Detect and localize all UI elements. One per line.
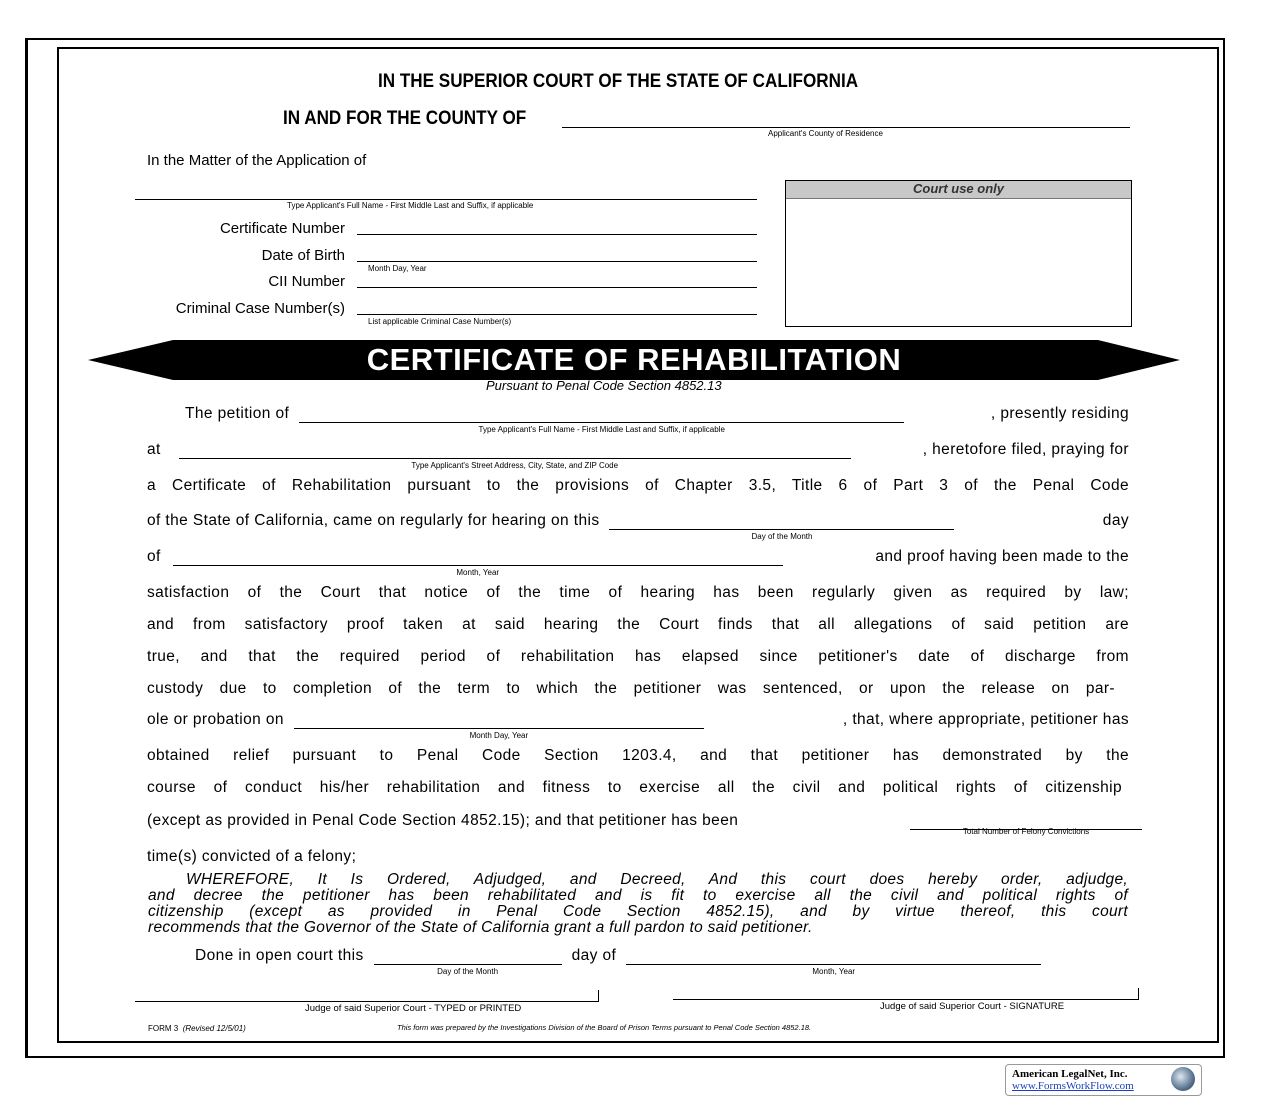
- hearing-month-year-caption: Month, Year: [456, 568, 500, 577]
- typed-name-caption: Judge of said Superior Court - TYPED or PRINTED: [305, 1003, 522, 1014]
- typed-name-field[interactable]: [135, 990, 599, 1002]
- certificate-subtitle: Pursuant to Penal Code Section 4852.13: [486, 378, 722, 393]
- cii-number-label: CII Number: [268, 273, 345, 290]
- wherefore-line: and decree the petitioner has been rehabilitated and is fit to exercise all the civil and political rights of: [148, 887, 1128, 904]
- proof-text: and proof having been made to the: [875, 548, 1129, 565]
- except-text: (except as provided in Penal Code Section 4852.15); and that petitioner has been: [147, 812, 739, 829]
- body-line-8: true, and that the required period of rehabilitation has elapsed since petitioner's date of discharge from: [147, 648, 1129, 665]
- address-field[interactable]: [179, 444, 851, 470]
- address-caption: Type Applicant's Street Address, City, State, and ZIP Code: [411, 461, 619, 470]
- done-day-caption: Day of the Month: [437, 967, 499, 976]
- county-field[interactable]: [562, 112, 1130, 128]
- court-use-box: [785, 180, 1132, 327]
- at-text: at: [147, 441, 161, 458]
- legalnet-logo[interactable]: [1005, 1064, 1202, 1096]
- where-appropriate-text: , that, where appropriate, petitioner has: [842, 711, 1129, 728]
- revised-date: (Revised 12/5/01): [182, 1024, 246, 1033]
- hearing-day-caption: Day of the Month: [751, 532, 813, 541]
- form-id: FORM 3: [148, 1024, 179, 1033]
- logo-url[interactable]: www.FormsWorkFlow.com: [1012, 1080, 1134, 1092]
- done-day-field[interactable]: [374, 950, 562, 976]
- signature-caption: Judge of said Superior Court - SIGNATURE: [880, 1001, 1065, 1012]
- globe-icon: [1171, 1067, 1195, 1091]
- felony-count-caption: Total Number of Felony Convictions: [962, 827, 1090, 836]
- done-text: Done in open court this: [195, 947, 364, 964]
- certificate-number-label: Certificate Number: [219, 220, 345, 237]
- hearing-day-field[interactable]: [609, 515, 954, 541]
- body-line-9: custody due to completion of the term to which the petitioner was sentenced, or upon the release on par-: [147, 680, 1115, 697]
- parole-text: ole or probation on: [147, 711, 284, 728]
- hearing-month-year-field[interactable]: [173, 551, 783, 577]
- of-text: of: [147, 548, 161, 565]
- presently-residing-text: , presently residing: [990, 405, 1129, 422]
- county-heading: IN AND FOR THE COUNTY OF: [283, 108, 527, 129]
- release-date-caption: Month Day, Year: [469, 731, 529, 740]
- done-month-year-caption: Month, Year: [812, 967, 856, 976]
- day-of-text: day of: [571, 947, 617, 964]
- heretofore-text: , heretofore filed, praying for: [922, 441, 1129, 458]
- wherefore-line: WHEREFORE, It Is Ordered, Adjudged, and Decreed, And this court does hereby order, adjudge,: [186, 871, 1128, 888]
- petitioner-name-caption: Type Applicant's Full Name - First Middle Last and Suffix, if applicable: [478, 425, 725, 434]
- body-line-3: a Certificate of Rehabilitation pursuant to the provisions of Chapter 3.5, Title 6 of Part 3 of the Penal Code: [147, 477, 1129, 494]
- cii-number-field[interactable]: [357, 273, 757, 288]
- body-line-12: course of conduct his/her rehabilitation and fitness to exercise all the civil and political rights of citizenship: [147, 779, 1122, 796]
- body-line-6: satisfaction of the Court that notice of the time of hearing has been regularly given as required by law;: [147, 584, 1129, 601]
- applicant-name-caption: Type Applicant's Full Name - First Middle Last and Suffix, if applicable: [287, 201, 534, 210]
- footer-note: This form was prepared by the Investigations Division of the Board of Prison Terms pursuant to Penal Code Section 4852.18.: [397, 1023, 812, 1032]
- body-line-11: obtained relief pursuant to Penal Code Section 1203.4, and that petitioner has demonstrated by the: [147, 747, 1129, 764]
- release-date-field[interactable]: [294, 714, 704, 740]
- day-text: day: [1102, 512, 1129, 529]
- certificate-title: CERTIFICATE OF REHABILITATION: [366, 342, 902, 377]
- body-line-14: time(s) convicted of a felony;: [147, 848, 357, 865]
- date-of-birth-caption: Month Day, Year: [368, 264, 427, 273]
- petition-of-text: The petition of: [185, 405, 290, 422]
- logo-name: American LegalNet, Inc.: [1012, 1068, 1128, 1080]
- petitioner-name-field[interactable]: [299, 408, 904, 434]
- signature-field[interactable]: [673, 988, 1139, 1000]
- court-use-label: Court use only: [786, 181, 1131, 199]
- matter-label: In the Matter of the Application of: [147, 152, 367, 169]
- form-number: [148, 1024, 246, 1033]
- felony-count-field[interactable]: [910, 815, 1142, 836]
- body-line-7: and from satisfactory proof taken at said hearing the Court finds that all allegations of said petition are: [147, 616, 1129, 633]
- date-of-birth-label: Date of Birth: [261, 247, 345, 264]
- wherefore-line: recommends that the Governor of the State of California grant a full pardon to said petitioner.: [148, 919, 813, 936]
- hearing-text: of the State of California, came on regularly for hearing on this: [147, 512, 600, 529]
- criminal-case-caption: List applicable Criminal Case Number(s): [368, 317, 512, 326]
- applicant-name-field[interactable]: [135, 185, 757, 200]
- criminal-case-label: Criminal Case Number(s): [175, 300, 345, 317]
- date-of-birth-field[interactable]: [357, 247, 757, 262]
- county-caption: Applicant's County of Residence: [768, 129, 883, 138]
- court-heading: IN THE SUPERIOR COURT OF THE STATE OF CALIFORNIA: [378, 71, 859, 92]
- wherefore-line: citizenship (except as provided in Penal Code Section 4852.15), and by virtue thereof, this court: [148, 903, 1128, 920]
- criminal-case-field[interactable]: [357, 300, 757, 315]
- wherefore-paragraph: [148, 872, 1128, 936]
- certificate-number-field[interactable]: [357, 220, 757, 235]
- done-month-year-field[interactable]: [626, 950, 1041, 976]
